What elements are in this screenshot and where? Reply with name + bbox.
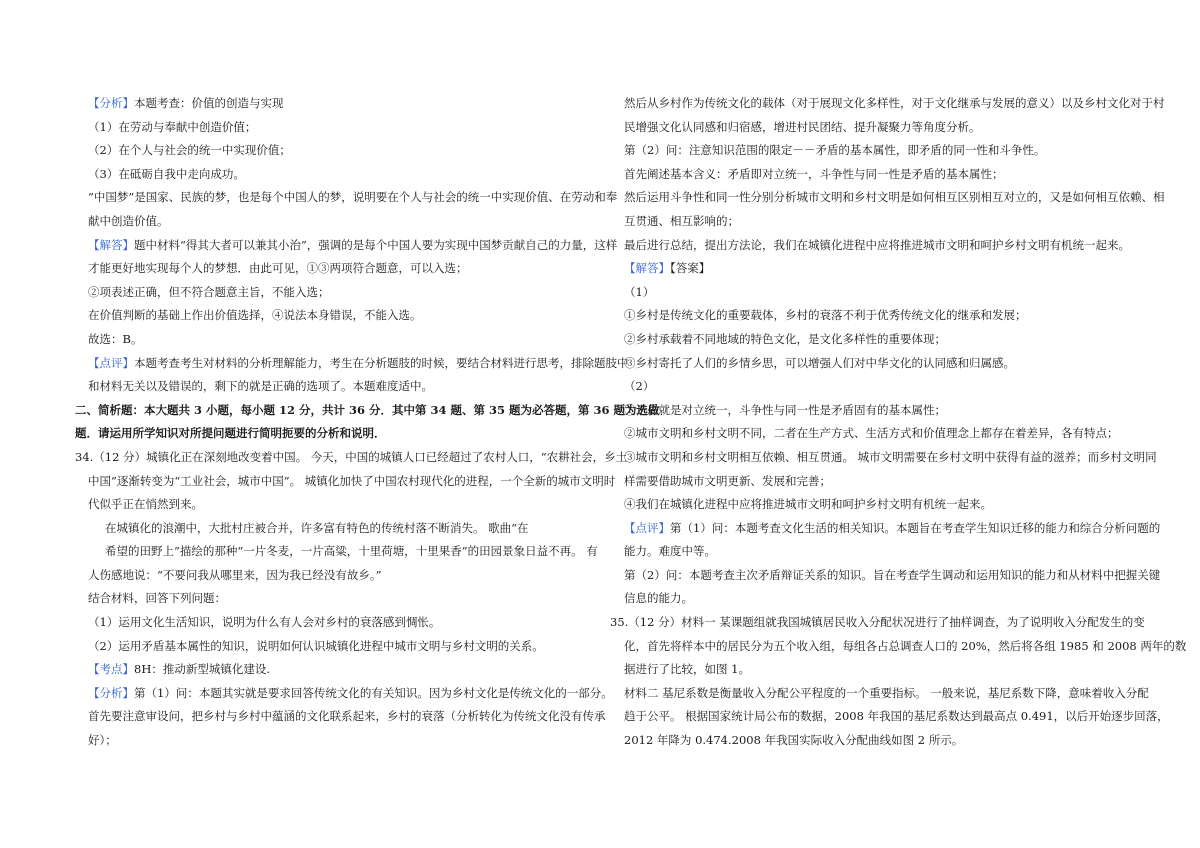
line-text: ②项表述正确，但不符合题意主旨，不能入选； bbox=[88, 284, 330, 299]
line-text: 最后进行总结，提出方法论，我们在城镇化进程中应将推进城市文明和呵护乡村文明有机统一起来。 bbox=[624, 237, 1130, 252]
text-line bbox=[75, 446, 628, 470]
line-text: 题．请运用所学知识对所提问题进行简明扼要的分析和说明． bbox=[75, 426, 386, 441]
text-line bbox=[75, 729, 587, 753]
section-tag: 【解答】 bbox=[624, 261, 670, 276]
line-text: 才能更好地实现每个人的梦想．由此可见，①③两项符合题意，可以入选； bbox=[88, 261, 468, 276]
text-line bbox=[624, 540, 1144, 564]
line-text: 二、简析题：本大题共 3 小题，每小题 12 分，共计 36 分．其中第 34 题、第 35 题为必答题，第 36 题为选做 bbox=[75, 402, 660, 417]
text-line bbox=[624, 399, 1144, 423]
text-line bbox=[75, 352, 629, 376]
line-text: ②城市文明和乡村文明不同，二者在生产方式、生活方式和价值理念上都存在着差异，各有特点； bbox=[624, 426, 1119, 441]
section-tag: 【考点】 bbox=[88, 662, 134, 677]
text-line bbox=[624, 493, 1144, 517]
line-text: 首先阐述基本含义：矛盾即对立统一，斗争性与同一性是矛盾的基本属性； bbox=[624, 166, 1004, 181]
text-line bbox=[624, 281, 1144, 305]
text-line bbox=[75, 257, 587, 281]
line-text: ②乡村承载着不同地域的特色文化，是文化多样性的重要体现； bbox=[624, 331, 946, 346]
text-line bbox=[624, 92, 1165, 116]
line-text: 代似乎正在悄然到来。 bbox=[88, 497, 203, 512]
text-line bbox=[75, 281, 587, 305]
line-text: 中国”逐渐转变为“工业社会，城市中国”。 城镇化加快了中国农村现代化的进程，一个全新的城市文明时 bbox=[88, 473, 616, 488]
text-line bbox=[75, 564, 587, 588]
text-line bbox=[624, 116, 1144, 140]
text-line bbox=[75, 328, 587, 352]
line-text: 故选：B。 bbox=[88, 331, 143, 346]
line-text: 首先要注意审设问，把乡村与乡村中蕴涵的文化联系起来，乡村的衰落（分析转化为传统文化没有传承 bbox=[88, 709, 606, 724]
line-text: 第（2）问：注意知识范围的限定－－矛盾的基本属性，即矛盾的同一性和斗争性。 bbox=[624, 143, 1046, 158]
line-text: 第（1）问：本题其实就是要求回答传统文化的有关知识。因为乡村文化是传统文化的一部分。 bbox=[134, 685, 613, 700]
text-line bbox=[624, 729, 1144, 753]
line-text: 民增强文化认同感和归宿感，增进村民团结、提升凝聚力等角度分析。 bbox=[624, 119, 981, 134]
line-text: 在价值判断的基础上作出价值选择，④说法本身错误，不能入选。 bbox=[88, 308, 422, 323]
text-line bbox=[75, 399, 660, 423]
line-text: 据进行了比较，如图 1。 bbox=[624, 662, 750, 677]
line-text: 化，首先将样本中的居民分为五个收入组，每组各占总调查人口的 20%，然后将各组 1985 和 2008 两年的数 bbox=[624, 638, 1187, 653]
text-line bbox=[624, 682, 1149, 706]
line-text: 然后从乡村作为传统文化的载体（对于展现文化多样性，对于文化继承与发展的意义）以及乡村文化对于村 bbox=[624, 96, 1165, 110]
line-text: 人伤感地说：“不要问我从哪里来，因为我已经没有故乡。” bbox=[88, 567, 382, 582]
text-line bbox=[624, 186, 1165, 210]
text-line bbox=[610, 611, 1144, 635]
text-line bbox=[624, 564, 1161, 588]
text-line bbox=[75, 422, 587, 446]
line-text: 8H：推动新型城镇化建设. bbox=[134, 662, 270, 677]
section-tag: 【分析】 bbox=[88, 685, 134, 700]
right-column bbox=[610, 92, 1187, 753]
text-line bbox=[75, 163, 587, 187]
line-text: 结合材料，回答下列问题： bbox=[88, 591, 226, 606]
line-text: 第（1）问：本题考查文化生活的相关知识。本题旨在考查学生知识迁移的能力和综合分析问题的 bbox=[670, 520, 1161, 535]
text-line bbox=[75, 540, 598, 564]
line-text: 本题考查考生对材料的分析理解能力，考生在分析题肢的时候，要结合材料进行思考，排除题肢中 bbox=[134, 355, 629, 370]
text-line bbox=[75, 92, 587, 116]
text-line bbox=[624, 163, 1144, 187]
section-tag: 【点评】 bbox=[624, 520, 670, 535]
line-text: 希望的田野上”描绘的那种“一片冬麦，一片高粱，十里荷塘，十里果香”的田园景象日益不再。 有 bbox=[105, 544, 598, 559]
line-text: 趋于公平。 根据国家统计局公布的数据，2008 年我国的基尼系数达到最高点 0.491，以后开始逐步回落， bbox=[624, 709, 1169, 724]
line-text: 【答案】 bbox=[670, 261, 711, 276]
text-line bbox=[75, 116, 587, 140]
text-line bbox=[624, 705, 1169, 729]
text-line bbox=[75, 304, 587, 328]
line-text: ④我们在城镇化进程中应将推进城市文明和呵护乡村文明有机统一起来。 bbox=[624, 497, 992, 512]
text-line bbox=[624, 635, 1187, 659]
text-line bbox=[624, 257, 1144, 281]
line-text: 献中创造价值。 bbox=[88, 213, 169, 228]
line-text: 35.（12 分）材料一 某课题组就我国城镇居民收入分配状况进行了抽样调查，为了说明收入分配发生的变 bbox=[610, 615, 1145, 630]
section-tag: 【分析】 bbox=[88, 96, 134, 110]
text-line bbox=[624, 210, 1144, 234]
text-line bbox=[624, 422, 1144, 446]
text-line bbox=[75, 470, 616, 494]
section-tag: 【点评】 bbox=[88, 355, 134, 370]
text-line bbox=[75, 234, 618, 258]
line-text: 能力。难度中等。 bbox=[624, 544, 716, 559]
line-text: ③乡村寄托了人们的乡情乡思，可以增强人们对中华文化的认同感和归属感。 bbox=[624, 355, 1015, 370]
text-line bbox=[624, 352, 1144, 376]
line-text: 然后运用斗争性和同一性分别分析城市文明和乡村文明是如何相互区别相互对立的，又是如何相互依赖、相 bbox=[624, 190, 1165, 205]
text-line bbox=[75, 186, 618, 210]
line-text: ”中国梦”是国家、民族的梦，也是每个中国人的梦，说明要在个人与社会的统一中实现价值、在劳动和奉 bbox=[88, 190, 618, 205]
text-line bbox=[75, 139, 587, 163]
text-line bbox=[624, 517, 1161, 541]
text-line bbox=[624, 234, 1144, 258]
text-line bbox=[75, 611, 587, 635]
text-line bbox=[75, 493, 587, 517]
text-line bbox=[624, 139, 1144, 163]
line-text: ③城市文明和乡村文明相互依赖、相互贯通。 城市文明需要在乡村文明中获得有益的滋养；而乡村文明同 bbox=[624, 449, 1157, 464]
line-text: （2）运用矛盾基本属性的知识，说明如何认识城镇化进程中城市文明与乡村文明的关系。 bbox=[88, 638, 544, 653]
line-text: （1） bbox=[624, 284, 655, 299]
line-text: （2） bbox=[624, 379, 655, 394]
line-text: （1）运用文化生活知识，说明为什么有人会对乡村的衰落感到惆怅。 bbox=[88, 615, 441, 630]
line-text: 互贯通、相互影响的； bbox=[624, 213, 739, 228]
line-text: 本题考查：价值的创造与实现 bbox=[134, 96, 284, 110]
text-line bbox=[75, 375, 587, 399]
line-text: 在城镇化的浪潮中，大批村庄被合并，许多富有特色的传统村落不断消失。 歌曲“在 bbox=[105, 520, 529, 535]
text-line bbox=[624, 470, 1144, 494]
line-text: 34.（12 分）城镇化正在深刻地改变着中国。 今天，中国的城镇人口已经超过了农村人口，“农耕社会，乡土 bbox=[75, 449, 628, 464]
line-text: ①矛盾就是对立统一，斗争性与同一性是矛盾固有的基本属性； bbox=[624, 402, 946, 417]
text-line bbox=[624, 587, 1144, 611]
text-line bbox=[75, 658, 587, 682]
text-line bbox=[75, 705, 606, 729]
text-line bbox=[624, 446, 1157, 470]
line-text: ①乡村是传统文化的重要载体，乡村的衰落不利于优秀传统文化的继承和发展； bbox=[624, 308, 1027, 323]
line-text: 第（2）问：本题考查主次矛盾辩证关系的知识。旨在考查学生调动和运用知识的能力和从材料中把握关键 bbox=[624, 567, 1161, 582]
line-text: 好）； bbox=[88, 733, 117, 748]
line-text: （2）在个人与社会的统一中实现价值； bbox=[88, 143, 291, 158]
line-text: （3）在砥砺自我中走向成功。 bbox=[88, 166, 245, 181]
text-line bbox=[624, 304, 1144, 328]
line-text: 2012 年降为 0.474.2008 年我国实际收入分配曲线如图 2 所示。 bbox=[624, 733, 964, 748]
text-line bbox=[624, 658, 1144, 682]
line-text: 和材料无关以及错误的，剩下的就是正确的选项了。本题难度适中。 bbox=[88, 379, 433, 394]
line-text: 材料二 基尼系数是衡量收入分配公平程度的一个重要指标。 一般来说，基尼系数下降，意味着收入分配 bbox=[624, 685, 1149, 700]
line-text: 样需要借助城市文明更新、发展和完善； bbox=[624, 473, 831, 488]
line-text: 题中材料“得其大者可以兼其小治”，强调的是每个中国人要为实现中国梦贡献自己的力量，这样 bbox=[134, 237, 618, 252]
text-line bbox=[75, 210, 587, 234]
line-text: （1）在劳动与奉献中创造价值； bbox=[88, 119, 257, 134]
text-line bbox=[624, 328, 1144, 352]
text-line bbox=[75, 587, 587, 611]
text-line bbox=[75, 682, 613, 706]
text-line bbox=[624, 375, 1144, 399]
line-text: 信息的能力。 bbox=[624, 591, 693, 606]
text-line bbox=[75, 635, 587, 659]
text-line bbox=[75, 517, 587, 541]
section-tag: 【解答】 bbox=[88, 237, 134, 252]
